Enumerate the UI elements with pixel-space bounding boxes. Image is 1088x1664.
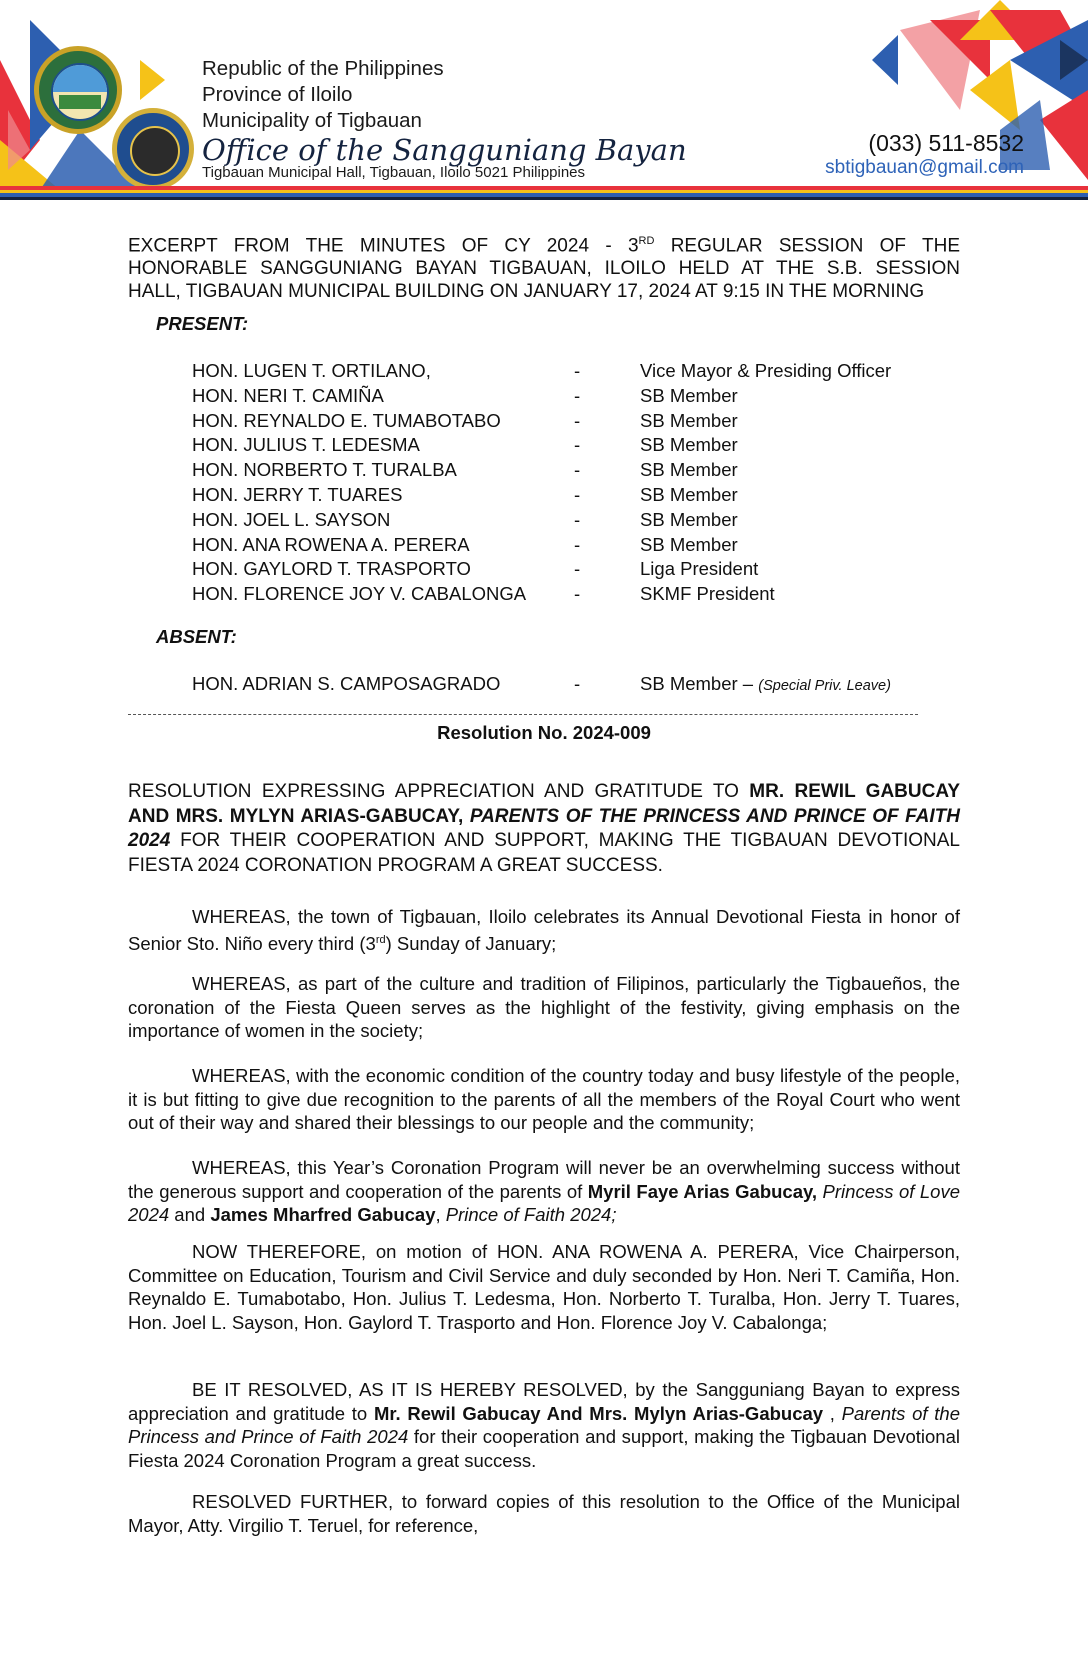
separator-dash: - [574,434,581,456]
excerpt-line-3: HALL, TIGBAUAN MUNICIPAL BUILDING ON JANUARY 17, 2024 AT 9:15 IN THE MORNING [128,281,925,303]
member-position: SKMF President [640,583,775,605]
separator-dash: - [574,673,581,694]
phone-number: (033) 511-8532 [868,130,1024,156]
separator-dash: - [574,583,581,605]
member-position: SB Member [640,483,738,505]
member-position: SB Member [640,434,738,456]
member-name: HON. FLORENCE JOY V. CABALONGA [192,583,527,605]
member-name: HON. NORBERTO T. TURALBA [192,459,457,481]
member-name: HON. JULIUS T. LEDESMA [192,434,420,456]
present-member-row [192,583,952,608]
dashed-divider [128,714,918,715]
member-position: SB Member – (Special Priv. Leave) [640,673,891,694]
member-name: HON. JOEL L. SAYSON [192,508,391,530]
whereas-paragraph-3: WHEREAS, with the economic condition of the country today and busy lifestyle of the people, it is but fitting to give due recognition to the parents of all the members of the Royal Court who went out of their way and shared their blessings to our people and the community; [128,1065,960,1133]
letterhead-banner [0,0,1088,200]
now-therefore-paragraph: NOW THEREFORE, on motion of HON. ANA ROWENA A. PERERA, Vice Chairperson, Committee on Education, Tourism and Civil Service and duly seconded by Hon. Neri T. Camiña, Hon. Reynaldo E. Tumabotabo, Hon. Julius T. Ledesma, Hon. Norberto T. Turalba, Hon. Jerry T. Tuares, Hon. Joel L. Sayson, Hon. Gaylord T. Trasporto and Hon. Florence Joy V. Cabalonga; [128,1241,960,1333]
present-members-list [192,360,952,608]
separator-dash: - [574,360,581,381]
member-name: HON. ANA ROWENA A. PERERA [192,533,470,555]
resolution-title: RESOLUTION EXPRESSING APPRECIATION AND GRATITUDE TO MR. REWIL GABUCAY AND MRS. MYLYN ARIAS-GABUCAY, PARENTS OF THE PRINCESS AND PRINCE OF FAITH 2024 FOR THEIR COOPERATION AND SUPPORT, MAKING THE TIGBAUAN DEVOTIONAL FIESTA 2024 CORONATION PROGRAM A GREAT SUCCESS. [128,781,961,876]
separator-dash: - [574,508,581,530]
separator-dash: - [574,459,581,481]
present-member-row [192,558,952,583]
office-title: Office of the Sangguniang Bayan [202,133,687,167]
letterhead-text [202,56,687,182]
present-member-row [192,385,952,410]
separator-dash: - [574,558,581,580]
municipal-seal-icon [34,46,122,134]
separator-dash: - [574,533,581,555]
member-name: HON. JERRY T. TUARES [192,483,403,505]
present-member-row [192,410,952,435]
office-address: Tigbauan Municipal Hall, Tigbauan, Iloilo 5021 Philippines [202,164,586,181]
member-position: Vice Mayor & Presiding Officer [640,360,892,381]
present-member-row [192,484,952,509]
member-name: HON. NERI T. CAMIÑA [192,384,384,406]
absent-members-list [192,673,952,698]
be-it-resolved-paragraph: BE IT RESOLVED, AS IT IS HEREBY RESOLVED, by the Sangguniang Bayan to express appreciation and gratitude to Mr. Rewil Gabucay And Mrs. Mylyn Arias-Gabucay , Parents of the Princess and Prince of Faith 2024 for their cooperation and support, making the Tigbauan Devotional Fiesta 2024 Coronation Program a great success. [128,1379,960,1471]
email-address: sbtigbauan@gmail.com [825,157,1024,178]
present-member-row [192,434,952,459]
absent-member-row [192,673,952,698]
separator-dash: - [574,483,581,505]
separator-dash: - [574,384,581,406]
present-member-row [192,459,952,484]
present-member-row [192,509,952,534]
resolved-further-paragraph: RESOLVED FURTHER, to forward copies of this resolution to the Office of the Municipal Mayor, Atty. Virgilio T. Teruel, for reference, [128,1491,960,1536]
municipality-line: Municipality of Tigbauan [202,109,422,132]
member-position: SB Member [640,409,738,431]
separator-dash: - [574,409,581,431]
excerpt-line-2: HONORABLE SANGGUNIANG BAYAN TIGBAUAN, ILOILO HELD AT THE S.B. SESSION [128,258,960,280]
present-member-row [192,534,952,559]
member-name: HON. GAYLORD T. TRASPORTO [192,558,471,580]
member-name: HON. ADRIAN S. CAMPOSAGRADO [192,673,501,694]
whereas-paragraph-1: WHEREAS, the town of Tigbauan, Iloilo celebrates its Annual Devotional Fiesta in honor of Senior Sto. Niño every third (3rd) Sunday of January; [128,906,960,954]
present-heading: PRESENT: [156,313,249,334]
member-position: SB Member [640,459,738,481]
minutes-excerpt-heading [128,230,960,303]
excerpt-line-1: EXCERPT FROM THE MINUTES OF CY 2024 - 3RD REGULAR SESSION OF THE [128,235,960,257]
member-position: Liga President [640,558,759,580]
member-position: SB Member [640,508,738,530]
member-name: HON. REYNALDO E. TUMABOTABO [192,409,501,431]
member-name: HON. LUGEN T. ORTILANO, [192,360,431,381]
member-position: SB Member [640,384,738,406]
whereas-paragraph-4: WHEREAS, this Year’s Coronation Program will never be an overwhelming success without the generous support and cooperation of the parents of Myril Faye Arias Gabucay, Princess of Love 2024 and James Mharfred Gabucay, Prince of Faith 2024; [128,1157,960,1225]
whereas-paragraph-2: WHEREAS, as part of the culture and tradition of Filipinos, particularly the Tigbaueños, the coronation of the Fiesta Queen serves as the highlight of the festivity, giving emphasis on the importance of women in the society; [128,973,960,1041]
flag-color-stripes [0,186,1088,200]
present-member-row [192,360,952,385]
leave-note: (Special Priv. Leave) [758,678,891,694]
resolution-number: Resolution No. 2024-009 [437,722,651,743]
province-line: Province of Iloilo [202,83,353,106]
country-line: Republic of the Philippines [202,57,444,80]
member-position: SB Member [640,533,738,555]
sangguniang-bayan-seal-icon [112,108,194,190]
absent-heading: ABSENT: [156,626,237,647]
